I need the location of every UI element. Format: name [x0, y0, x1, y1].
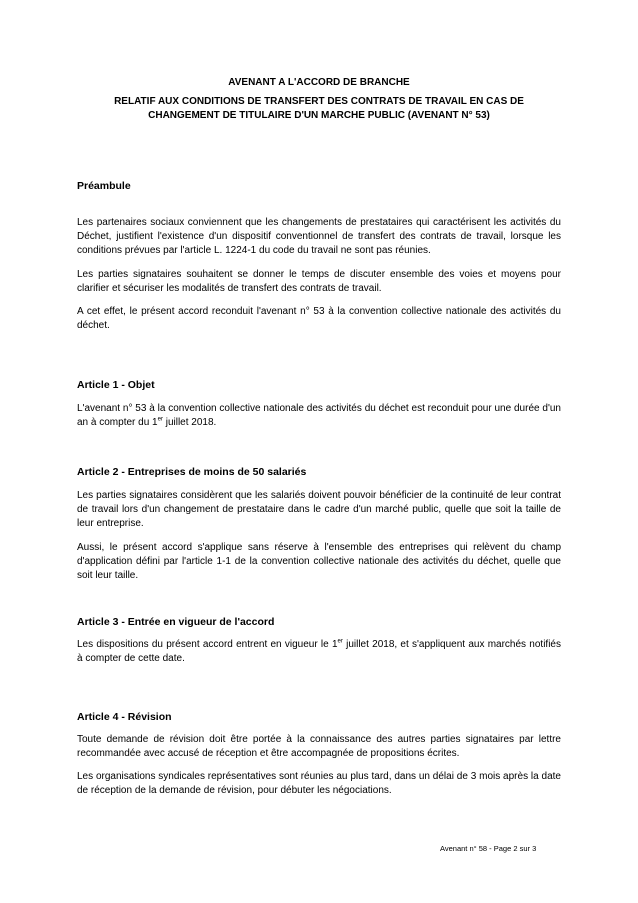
article2-paragraph-2: Aussi, le présent accord s'applique sans réserve à l'ensemble des entreprises qui relèvent du champ d'application défini par l'article 1-1 de la convention collective nationale des activités du déchet, quelle que soit leur taille.	[77, 542, 561, 582]
document-title-line2: RELATIF AUX CONDITIONS DE TRANSFERT DES CONTRATS DE TRAVAIL EN CAS DE CHANGEMENT DE TITULAIRE D'UN MARCHE PUBLIC (AVENANT N° 53)	[114, 96, 524, 121]
article4-paragraph-2: Les organisations syndicales représentatives sont réunies au plus tard, dans un délai de 3 mois après la date de réception de la demande de révision, pour débuter les négociations.	[77, 771, 561, 797]
article4-paragraph-1: Toute demande de révision doit être portée à la connaissance des autres parties signataires par lettre recommandée avec accusé de réception et être accompagnée de propositions écrites.	[77, 734, 561, 760]
article2-heading: Article 2 - Entreprises de moins de 50 salariés	[77, 466, 307, 478]
article1-heading: Article 1 - Objet	[77, 379, 155, 391]
preambule-paragraph-1: Les partenaires sociaux conviennent que les changements de prestataires qui caractérisent les activités du Déchet, justifient l'existence d'un dispositif conventionnel de transfert des contrats de travail, lorsque les conditions prévues par l'article L. 1224-1 du code du travail ne sont pas réunies.	[77, 217, 561, 257]
document-title-line1: AVENANT A L'ACCORD DE BRANCHE	[228, 77, 410, 88]
article4-heading: Article 4 - Révision	[77, 711, 172, 723]
page-footer: Avenant n° 58 - Page 2 sur 3	[440, 844, 537, 853]
article1-paragraph-1: L'avenant n° 53 à la convention collective nationale des activités du déchet est reconduit pour une durée d'un an à compter du 1er juillet 2018.	[77, 403, 561, 429]
preambule-paragraph-3: A cet effet, le présent accord reconduit l'avenant n° 53 à la convention collective nationale des activités du déchet.	[77, 306, 561, 332]
article3-paragraph-1: Les dispositions du présent accord entrent en vigueur le 1er juillet 2018, et s'appliquent aux marchés notifiés à compter de cette date.	[77, 638, 561, 665]
article3-heading: Article 3 - Entrée en vigueur de l'accord	[77, 616, 275, 628]
preambule-heading: Préambule	[77, 180, 131, 192]
article2-paragraph-1: Les parties signataires considèrent que les salariés doivent pouvoir bénéficier de la continuité de leur contrat de travail lors d'un changement de prestataire dans le cadre d'un marché public, quelle que soit la taille de leur entreprise.	[77, 490, 561, 530]
preambule-paragraph-2: Les parties signataires souhaitent se donner le temps de discuter ensemble des voies et moyens pour clarifier et sécuriser les modalités de transfert des contrats de travail.	[77, 269, 561, 295]
